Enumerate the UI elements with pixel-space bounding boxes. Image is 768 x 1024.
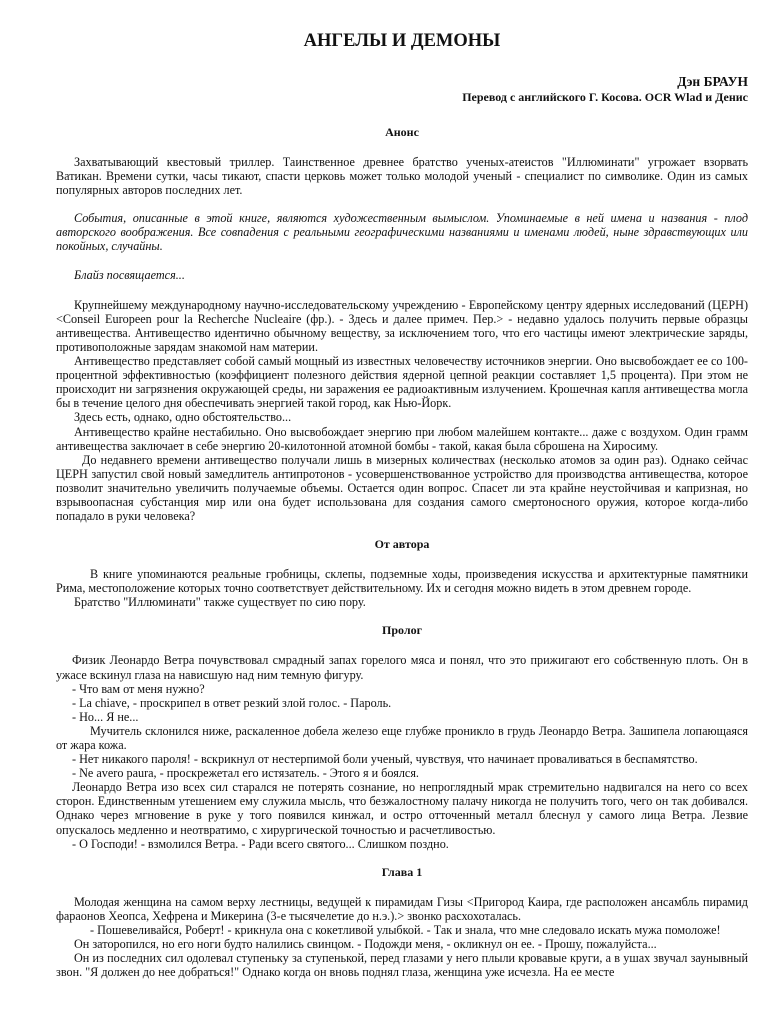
paragraph: Здесь есть, однако, одно обстоятельство... — [74, 410, 292, 425]
paragraph: - La chiave, - проскрипел в ответ резкий злой голос. - Пароль. — [72, 695, 392, 710]
paragraph: Физик Леонардо Ветра почувствовал смрадный запах горелого мяса и понял, что это прижигают его собственную плоть. Он в ужасе вскинул глаза на нависшую над ним темную фигуру. — [56, 653, 748, 682]
paragraph: - Пошевеливайся, Роберт! - крикнула она с кокетливой улыбкой. - Так и знала, что мне следовало искать мужа помоложе! — [90, 922, 721, 937]
paragraph: Антивещество представляет собой самый мощный из известных человечеству источников энергии. Оно высвобождает ее со 100-процентной эффективностью (коэффициент полезного действия ядерной цепной реакции составляет 1,5 процента). При этом не происходит ни загрязнения окружающей среды, ни заражения ее радиоактивным излучением. Крошечная капля антивещества могла бы в течение целого дня обеспечивать энергией такой город, как Нью-Йорк. — [56, 354, 748, 411]
paragraph: - Ne avero paura, - проскрежетал его истязатель. - Этого я и боялся. — [72, 766, 419, 781]
paragraph: Блайз посвящается... — [74, 267, 185, 282]
dedication-text — [56, 268, 748, 282]
paragraph: Он из последних сил одолевал ступеньку за ступенькой, перед глазами у него плыли кровавые круги, а в ушах звучал заунывный звон. "Я должен до нее добраться!" Однако когда он вновь поднял глаза, женщина уже исчезла. На ее месте — [56, 951, 748, 980]
paragraph: Молодая женщина на самом верху лестницы, ведущей к пирамидам Гизы <Пригород Каира, где расположен ансамбль пирамид фараонов Хеопса, Хефрена и Микерина (3-е тысячелетие до н.э.).> звонко расхохоталась. — [56, 894, 748, 923]
paragraph: События, описанные в этой книге, являются художественным вымыслом. Упоминаемые в ней имена и названия - плод авторского воображения. Все совпадения с реальными географическими названиями и именами людей, ныне здравствующих или покойных, случайны. — [56, 211, 748, 254]
paragraph: - Что вам от меня нужно? — [72, 681, 205, 696]
paragraph: Братство "Иллюминати" также существует по сию пору. — [74, 595, 366, 610]
antimatter-text — [56, 298, 748, 524]
disclaimer-text — [56, 211, 748, 253]
paragraph: - Нет никакого пароля! - вскрикнул от нестерпимой боли ученый, чувствуя, что начинает проваливаться в беспамятство. — [72, 752, 698, 767]
paragraph: - О Господи! - взмолился Ветра. - Ради всего святого... Слишком поздно. — [72, 836, 449, 851]
annotation-text — [56, 155, 748, 197]
section-heading-chapter-1: Глава 1 — [381, 864, 423, 879]
paragraph: Леонардо Ветра изо всех сил старался не потерять сознание, но непроглядный мрак стремительно надвигался на него со всех сторон. Единственным утешением ему служила мысль, что безжалостному палачу никогда не получить того, чего он так добивался. Однако через мгновение в руке у того появился кинжал, и остро отточенный металл блеснул у самого лица Ветра. Лезвие опускалось медленно и неотвратимо, с хирургической точностью и расчетливостью. — [56, 780, 748, 837]
paragraph: Он заторопился, но его ноги будто налились свинцом. - Подожди меня, - окликнул он ее. - Прошу, пожалуйста... — [74, 937, 657, 952]
paragraph: Крупнейшему международному научно-исследовательскому учреждению - Европейскому центру ядерных исследований (ЦЕРН) <Conseil Europeen pour la Recherche Nucleaire (фр.). - Здесь и далее примеч. Пер.> - недавно удалось получить первые образцы антивещества. Антивещество идентично обычному веществу, за исключением того, что его частицы имеют электрические заряды, противоположные зарядам знакомой нам материи. — [56, 297, 748, 354]
from-author-text — [56, 567, 748, 609]
section-heading-annotation: Анонс — [385, 125, 419, 139]
paragraph: Антивещество крайне нестабильно. Оно высвобождает энергию при любом малейшем контакте... даже с воздухом. Один грамм антивещества заключает в себе энергию 20-килотонной атомной бомбы - такой, какая была сброшена на Хиросиму. — [56, 424, 748, 453]
paragraph: Мучитель склонился ниже, раскаленное добела железо еще глубже проникло в грудь Леонардо Ветра. Зашипела лопающаяся от жара кожа. — [56, 723, 748, 752]
book-author: Дэн БРАУН — [677, 74, 748, 89]
book-title: АНГЕЛЫ И ДЕМОНЫ — [303, 31, 501, 51]
paragraph: В книге упоминаются реальные гробницы, склепы, подземные ходы, произведения искусства и архитектурные памятники Рима, местоположение которых точно соответствует действительному. Их и сегодня можно видеть в этом древнем городе. — [56, 567, 748, 596]
paragraph: Захватывающий квестовый триллер. Таинственное древнее братство ученых-атеистов "Иллюминати" угрожает взорвать Ватикан. Времени сутки, часы тикают, спасти церковь может только молодой ученый - специалист по символике. Один из самых популярных авторов последних лет. — [56, 155, 748, 198]
translator-credit: Перевод с английского Г. Косова. OCR Wlad и Денис — [462, 90, 748, 104]
prologue-text — [56, 653, 748, 850]
paragraph: До недавнего времени антивещество получали лишь в мизерных количествах (несколько атомов за один раз). Однако сейчас ЦЕРН запустил свой новый замедлитель антипротонов - усовершенствованное устройство для производства антивещества, которое позволит значительно увеличить получаемые объемы. Остается один вопрос. Спасет ли эта крайне неустойчивая и капризная, но взрывоопасная субстанция мир или она будет использована для создания самого смертоносного оружия, которое когда-либо попадало в руки человека? — [56, 452, 748, 524]
section-heading-from-author: От автора — [374, 537, 430, 552]
chapter-1-text — [56, 895, 748, 980]
paragraph: - Но... Я не... — [72, 709, 139, 724]
section-heading-prologue: Пролог — [381, 623, 423, 638]
